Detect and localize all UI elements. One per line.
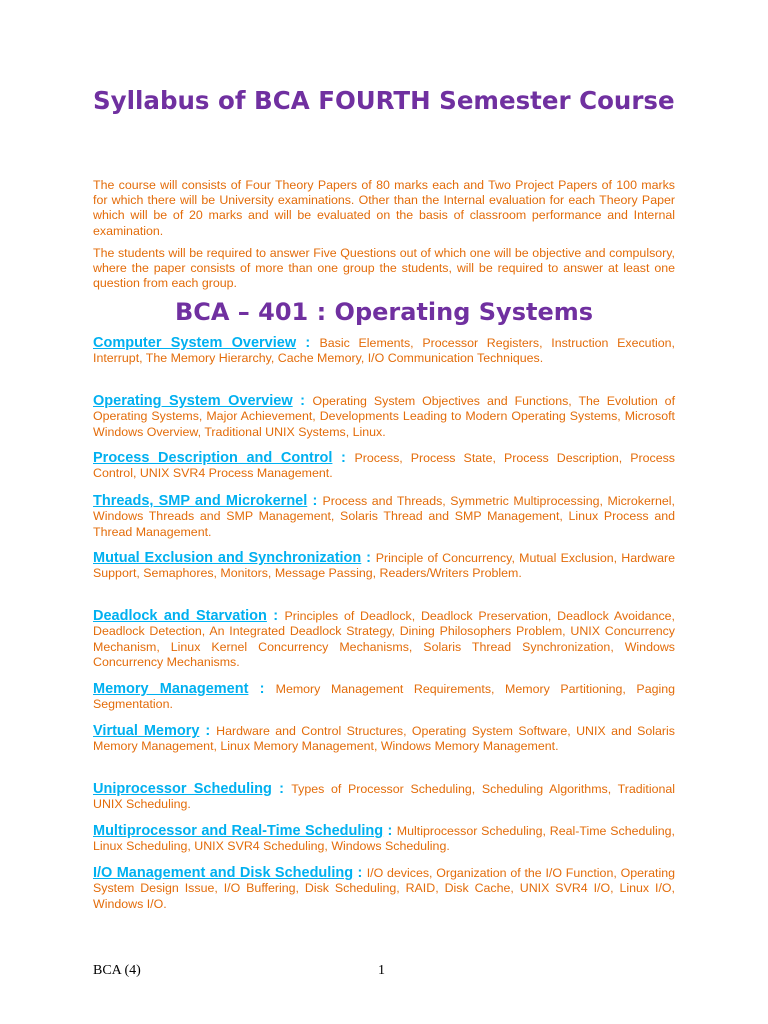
topic-body: Types of Processor Scheduling, Scheduling Algorithms, Traditional UNIX Scheduling. bbox=[93, 782, 675, 812]
topic-item bbox=[93, 551, 675, 582]
topic-item bbox=[93, 682, 675, 713]
topic-heading: Computer System Overview bbox=[93, 335, 297, 351]
topic-heading: Operating System Overview bbox=[93, 393, 293, 409]
topic-heading: Deadlock and Starvation bbox=[93, 608, 267, 624]
topic-body: Process, Process State, Process Description, Process Control, UNIX SVR4 Process Management. bbox=[93, 451, 675, 481]
topic-heading: Threads, SMP and Microkernel bbox=[93, 493, 308, 509]
topic-heading: Uniprocessor Scheduling bbox=[93, 781, 272, 797]
topic-separator: : bbox=[292, 393, 313, 409]
topic-body: Operating System Objectives and Functions, The Evolution of Operating Systems, Major Achievement, Developments Leading to Modern Operating Systems, Microsoft Windows Overview, Traditional UNIX Systems, Linux. bbox=[93, 394, 676, 439]
topic-separator: : bbox=[271, 781, 292, 797]
topic-heading: Memory Management bbox=[93, 681, 249, 697]
intro-paragraph-2: The students will be required to answer Five Questions out of which one will be objective and compulsory, where the paper consists of more than one group the students, will be required to answer at least one question from each group. bbox=[93, 246, 675, 291]
topic-body: Basic Elements, Processor Registers, Instruction Execution, Interrupt, The Memory Hierarchy, Cache Memory, I/O Communication Techniques. bbox=[93, 336, 675, 366]
topic-separator: : bbox=[248, 681, 276, 697]
topic-item bbox=[93, 724, 675, 755]
paper-title: BCA – 401 : Operating Systems bbox=[174, 298, 594, 326]
topic-body: Process and Threads, Symmetric Multiprocessing, Microkernel, Windows Threads and SMP Management, Solaris Thread and SMP Management, Linux Process and Thread Management. bbox=[93, 494, 675, 539]
topic-heading: I/O Management and Disk Scheduling bbox=[93, 865, 354, 881]
topic-item bbox=[93, 824, 675, 855]
topic-item bbox=[93, 609, 675, 671]
topic-item bbox=[93, 394, 675, 440]
topic-separator: : bbox=[383, 823, 397, 839]
topic-heading: Multiprocessor and Real-Time Scheduling bbox=[93, 823, 384, 839]
topic-item bbox=[93, 494, 675, 540]
footer-page-number: 1 bbox=[378, 963, 385, 978]
topic-separator: : bbox=[361, 550, 376, 566]
topic-separator: : bbox=[307, 493, 323, 509]
topic-heading: Mutual Exclusion and Synchronization bbox=[93, 550, 362, 566]
topic-separator: : bbox=[296, 335, 320, 351]
topic-item bbox=[93, 336, 675, 367]
topic-separator: : bbox=[199, 723, 217, 739]
topic-separator: : bbox=[332, 450, 355, 466]
topic-body: I/O devices, Organization of the I/O Function, Operating System Design Issue, I/O Buffering, Disk Scheduling, RAID, Disk Cache, UNIX SVR4 I/O, Linux I/O, Windows I/O. bbox=[93, 866, 675, 911]
topic-body: Hardware and Control Structures, Operating System Software, UNIX and Solaris Memory Management, Linux Memory Management, Windows Memory Management. bbox=[93, 724, 675, 754]
topic-item bbox=[93, 866, 675, 912]
footer-course-label: BCA (4) bbox=[93, 963, 141, 978]
topic-heading: Virtual Memory bbox=[93, 723, 200, 739]
topic-body: Principle of Concurrency, Mutual Exclusion, Hardware Support, Semaphores, Monitors, Message Passing, Readers/Writers Problem. bbox=[93, 551, 676, 581]
topic-separator: : bbox=[353, 865, 367, 881]
intro-paragraph-1: The course will consists of Four Theory Papers of 80 marks each and Two Project Papers of 100 marks for which there will be University examinations. Other than the Internal evaluation for each Theory Paper which will be of 20 marks and will be evaluated on the basis of classroom performance and Internal examination. bbox=[93, 178, 675, 238]
topic-body: Multiprocessor Scheduling, Real-Time Scheduling, Linux Scheduling, UNIX SVR4 Scheduling, Windows Scheduling. bbox=[93, 824, 676, 854]
topic-item bbox=[93, 451, 675, 482]
topic-separator: : bbox=[266, 608, 285, 624]
topic-body: Memory Management Requirements, Memory Partitioning, Paging Segmentation. bbox=[93, 682, 676, 712]
topic-heading: Process Description and Control bbox=[93, 450, 333, 466]
topic-body: Principles of Deadlock, Deadlock Preservation, Deadlock Avoidance, Deadlock Detection, An Integrated Deadlock Strategy, Dining Philosophers Problem, UNIX Concurrency Mechanism, Linux Kernel Concurrency Mechanisms, Solaris Thread Synchronization, Windows Concurrency Mechanisms. bbox=[93, 609, 675, 670]
document-title: Syllabus of BCA FOURTH Semester Course bbox=[93, 86, 675, 115]
topic-item bbox=[93, 782, 675, 813]
